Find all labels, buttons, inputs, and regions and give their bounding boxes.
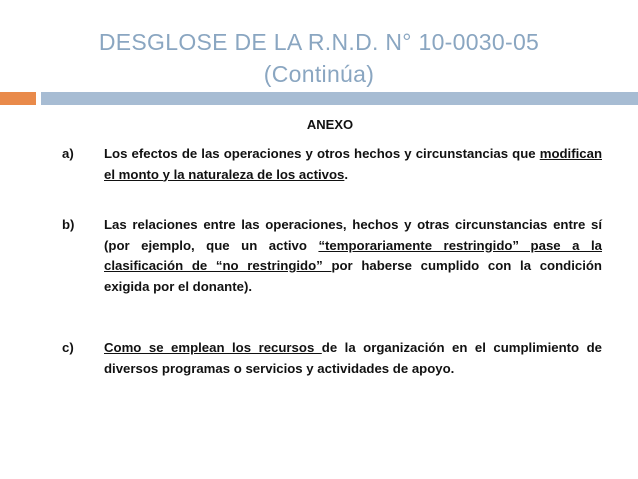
item-text (104, 215, 602, 297)
list-item-c (62, 338, 602, 379)
item-text (104, 144, 602, 185)
item-letter: c) (62, 340, 74, 355)
item-text-part: de la organización en el cumplimiento de diversos programas o servicios y actividades de apoyo. (104, 340, 602, 376)
title-line-2: (Continúa) (263, 61, 375, 87)
item-text-part: Las relaciones entre las operaciones, hechos y otras circunstancias entre sí (por ejemplo, que un activo (104, 217, 602, 253)
title-line-1: DESGLOSE DE LA R.N.D. N° 10-0030-05 (98, 29, 540, 55)
list-item-b (62, 215, 602, 297)
item-underlined-text: Como se emplean los recursos (104, 340, 322, 355)
item-text (104, 338, 602, 379)
item-underlined-text: “temporariamente restringido” pase a la clasificación de “no restringido” (104, 237, 602, 273)
annex-heading: ANEXO (306, 117, 354, 132)
item-underlined-text: modifican el monto y la naturaleza de los activos (104, 146, 602, 182)
accent-bar-orange (0, 92, 36, 105)
item-letter: a) (62, 146, 74, 161)
item-letter: b) (62, 217, 75, 232)
item-text-part: Los efectos de las operaciones y otros hechos y circunstancias que (104, 146, 540, 161)
item-text-part: . (344, 166, 349, 182)
accent-bar-blue (41, 92, 638, 105)
slide-title (90, 26, 548, 90)
list-item-a (62, 144, 602, 185)
item-text-part: por haberse cumplido con la condición exigida por el donante). (104, 258, 602, 294)
